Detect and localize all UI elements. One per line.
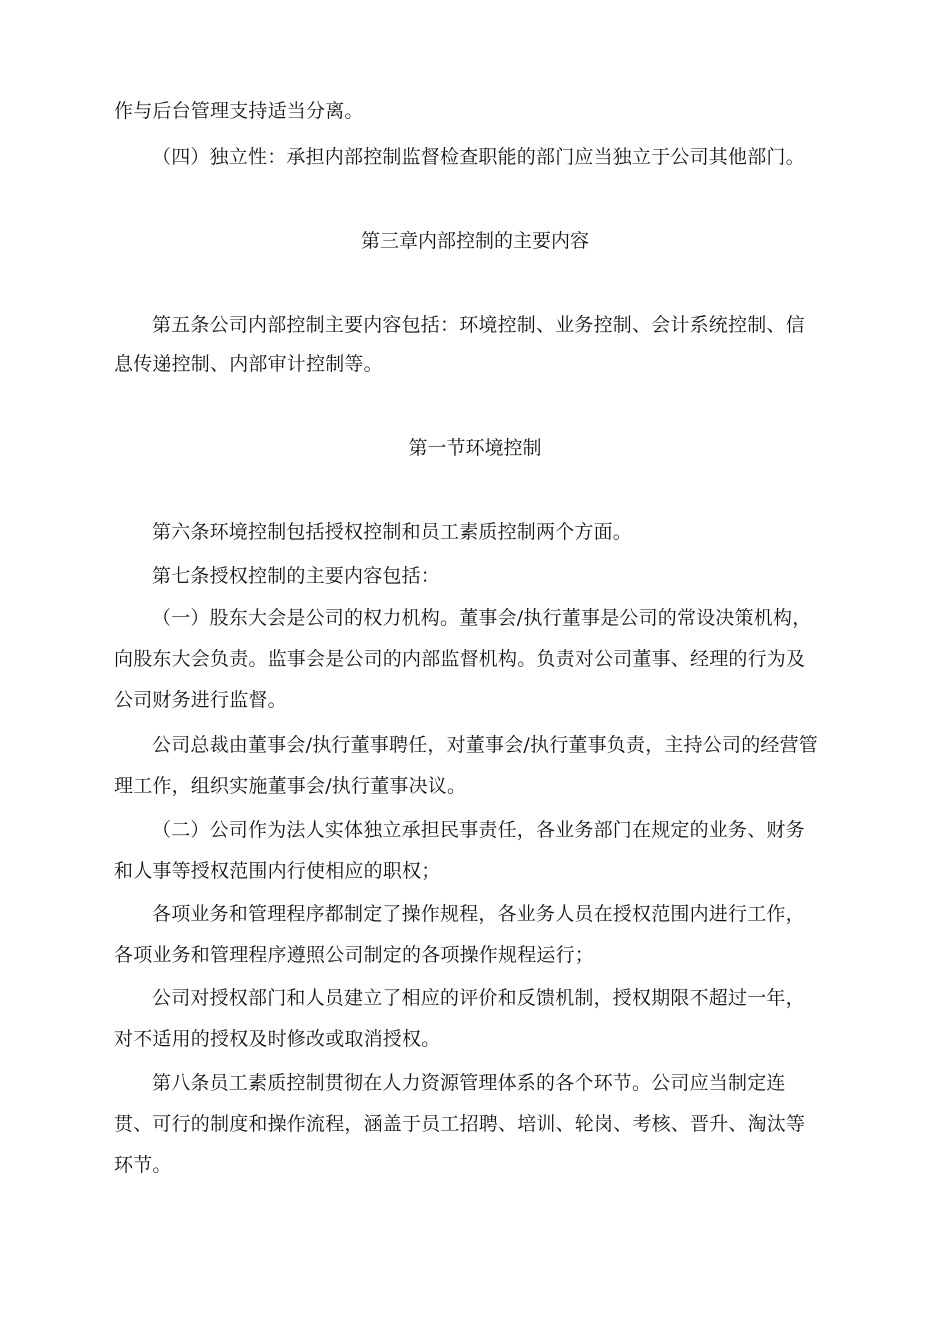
paragraph-line: （二）公司作为法人实体独立承担民事责任，各业务部门在规定的业务、财务: [152, 819, 805, 841]
paragraph-line: 各项业务和管理程序都制定了操作规程，各业务人员在授权范围内进行工作，: [152, 903, 805, 925]
paragraph-line: （四）独立性：承担内部控制监督检查职能的部门应当独立于公司其他部门。: [152, 146, 805, 168]
paragraph-line: 环节。: [114, 1154, 172, 1176]
chapter-heading: 第三章内部控制的主要内容: [360, 230, 589, 252]
paragraph-line: （一）股东大会是公司的权力机构。董事会/执行董事是公司的常设决策机构，: [152, 607, 812, 629]
paragraph-line: 各项业务和管理程序遵照公司制定的各项操作规程运行；: [114, 944, 595, 966]
paragraph-line: 公司总裁由董事会/执行董事聘任，对董事会/执行董事负责，主持公司的经营管: [152, 734, 819, 756]
paragraph-line: 对不适用的授权及时修改或取消授权。: [114, 1028, 441, 1050]
paragraph-line: 向股东大会负责。监事会是公司的内部监督机构。负责对公司董事、经理的行为及: [114, 648, 806, 670]
paragraph-line: 第五条公司内部控制主要内容包括：环境控制、业务控制、会计系统控制、信: [152, 314, 805, 336]
paragraph-line: 和人事等授权范围内行使相应的职权；: [114, 860, 441, 882]
paragraph-line: 公司对授权部门和人员建立了相应的评价和反馈机制，授权期限不超过一年，: [152, 987, 805, 1009]
paragraph-line: 第八条员工素质控制贯彻在人力资源管理体系的各个环节。公司应当制定连: [152, 1072, 786, 1094]
paragraph-line: 公司财务进行监督。: [114, 689, 287, 711]
paragraph-line: 第六条环境控制包括授权控制和员工素质控制两个方面。: [152, 521, 633, 543]
paragraph-line: 贯、可行的制度和操作流程，涵盖于员工招聘、培训、轮岗、考核、晋升、淘汰等: [114, 1113, 806, 1135]
paragraph-line: 作与后台管理支持适当分离。: [114, 100, 364, 122]
paragraph-line: 理工作，组织实施董事会/执行董事决议。: [114, 775, 467, 797]
section-heading: 第一节环境控制: [408, 437, 542, 459]
paragraph-line: 第七条授权控制的主要内容包括：: [152, 565, 441, 587]
paragraph-line: 息传递控制、内部审计控制等。: [114, 353, 383, 375]
